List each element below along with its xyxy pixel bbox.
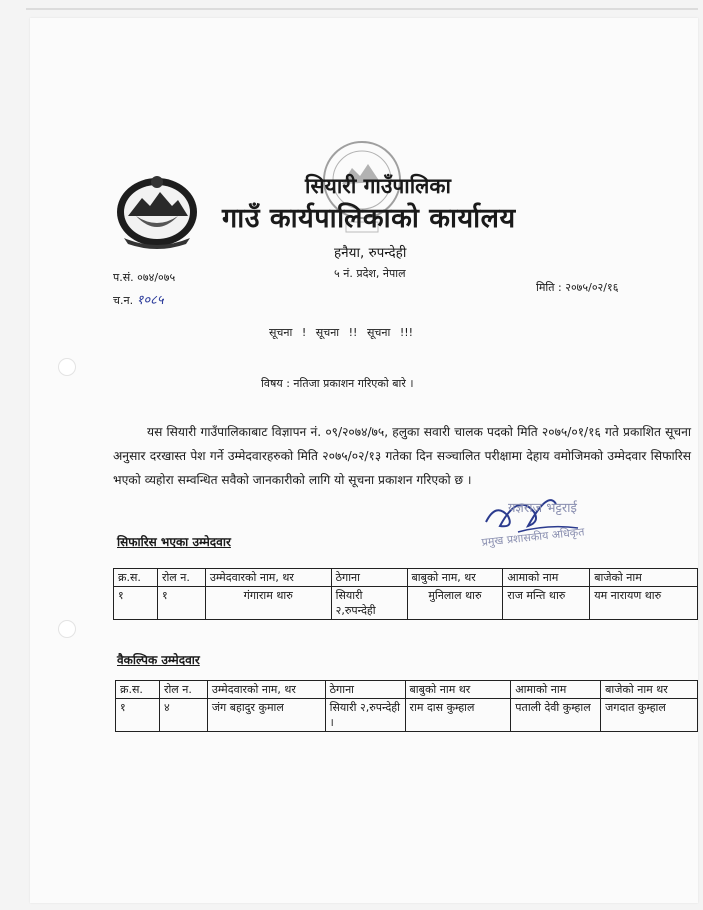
column-header: बाबुको नाम थर [405,681,511,699]
notice-heading: सूचना ! सूचना !! सूचना !!! [269,326,414,339]
document-date: मिति : २०७५/०२/१६ [536,281,619,294]
column-header: क्र.स. [114,569,158,587]
column-header: आमाको नाम [503,569,590,587]
patra-sankhya: प.सं. ०७४/०७५ [113,271,176,284]
signature-stamp [478,482,628,562]
table-cell: जगदात कुम्हाल [601,699,698,732]
column-header: ठेगाना [331,569,407,587]
table-cell: राज मन्ति थारु [503,587,590,620]
table-header-row [116,681,698,699]
table-cell: १ [157,587,205,620]
table-cell: यम नारायण थारु [590,587,698,620]
recommended-table [113,568,698,620]
recommended-heading: सिफारिस भएका उम्मेदवार [117,535,231,549]
province-line: ५ नं. प्रदेश, नेपाल [334,267,406,280]
table-cell: १ [116,699,160,732]
alternate-table [115,680,698,732]
chalani-line [113,290,164,308]
column-header: क्र.स. [116,681,160,699]
table-cell: सियारी २,रुपन्देही [331,587,407,620]
alternate-heading: वैकल्पिक उम्मेदवार [117,653,200,667]
table-cell: पताली देवी कुम्हाल [511,699,601,732]
municipality-name: सियारी गाउँपालिका [305,174,451,198]
signatory-name: यज्ञराज भट्टराई [508,501,577,516]
nepal-emblem-icon [114,168,200,250]
table-cell: सियारी २,रुपन्देही । [325,699,405,732]
table-cell: जंग बहादुर कुमाल [207,699,325,732]
punch-hole [58,620,76,638]
scan-edge [26,8,698,10]
column-header: आमाको नाम [511,681,601,699]
table-cell: मुनिलाल थारु [407,587,503,620]
column-header: बाजेको नाम थर [601,681,698,699]
table-cell: १ [114,587,158,620]
table-row [114,587,698,620]
punch-hole [58,358,76,376]
table-header-row [114,569,698,587]
chalani-number: १०८५ [136,293,164,308]
column-header: बाजेको नाम [590,569,698,587]
column-header: उम्मेदवारको नाम, थर [205,569,331,587]
office-title: गाउँ कार्यपालिकाको कार्यालय [222,203,516,234]
column-header: बाबुको नाम, थर [407,569,503,587]
table-cell: राम दास कुम्हाल [405,699,511,732]
table-row [116,699,698,732]
table-cell: गंगाराम थारु [205,587,331,620]
body-paragraph: यस सियारी गाउँपालिकाबाट विज्ञापन नं. ०९/२०७४/७५, हलुका सवारी चालक पदको मिति २०७५/०१/१६ गते प्रकाशित सूचना अनुसार दरखास्त पेश गर्ने उम्मेदवारहरुको मिति २०७५/०२/१३ गतेका दिन सञ्चालित परीक्षामा देहाय वमोजिमको उम्मेदवार सिफारिस भएको व्यहोरा सम्वन्धित सवैको जानकारीको लागि यो सूचना प्रकाशन गरिएको छ । [113,425,691,487]
subject-line: विषय : नतिजा प्रकाशन गरिएको बारे । [261,377,414,390]
signatory-title: प्रमुख प्रशासकीय अधिकृत [480,525,586,549]
office-location: हनैया, रुपन्देही [334,245,407,261]
chalani-label: च.न. [113,294,134,307]
column-header: ठेगाना [325,681,405,699]
table-cell: ४ [159,699,207,732]
column-header: रोल न. [159,681,207,699]
column-header: उम्मेदवारको नाम, थर [207,681,325,699]
column-header: रोल न. [157,569,205,587]
